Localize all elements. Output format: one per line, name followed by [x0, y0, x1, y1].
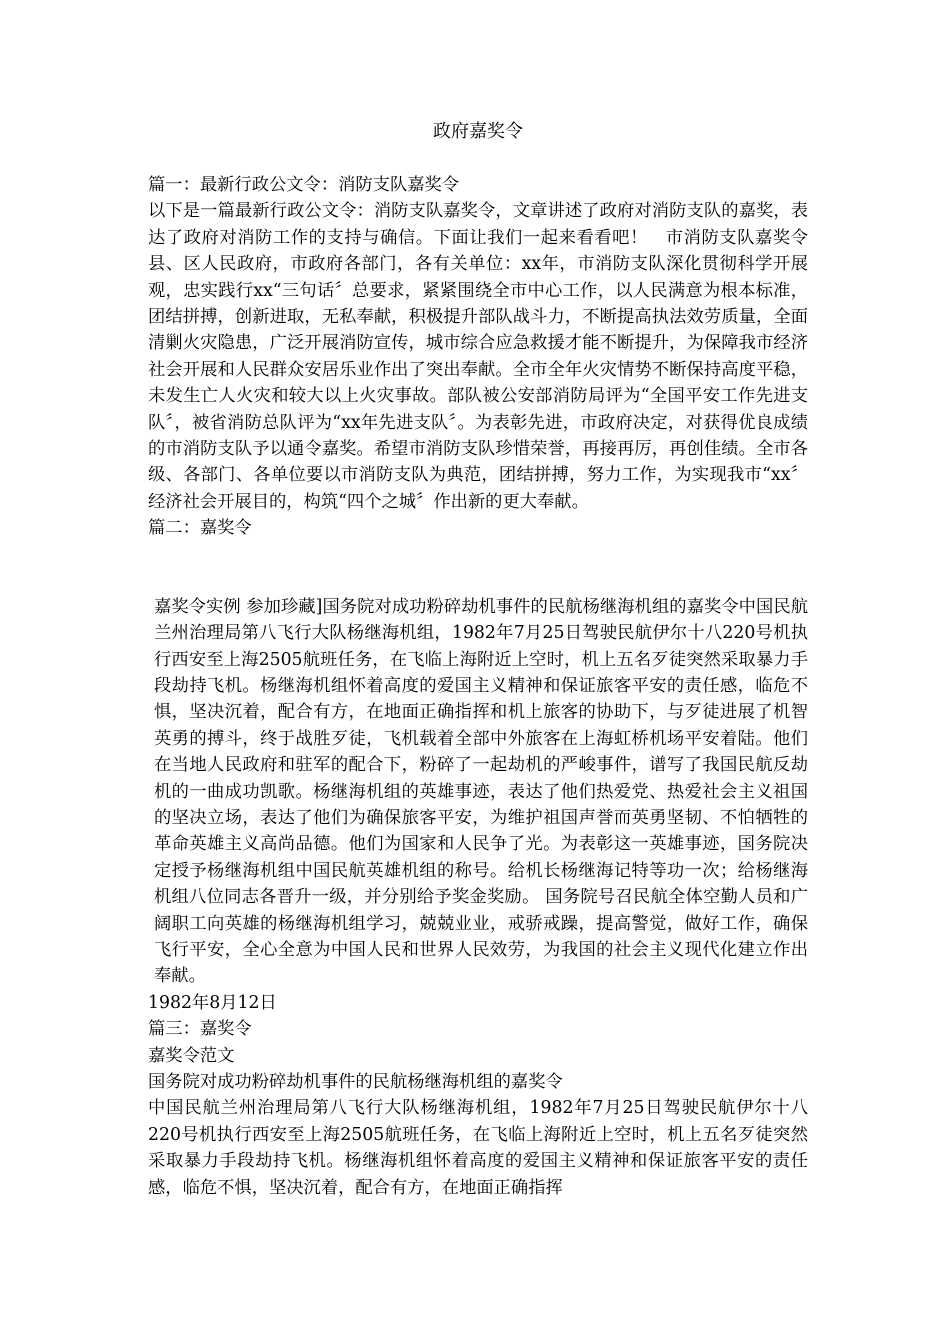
section3-title: 国务院对成功粉碎劫机事件的民航杨继海机组的嘉奖令: [148, 1072, 563, 1092]
blank-spacer: [148, 542, 808, 594]
section1-body: 以下是一篇最新行政公文令：消防支队嘉奖令，文章讲述了政府对消防支队的嘉奖，表达了政府对消防工作的支持与确信。下面让我们一起来看看吧！ 市消防支队嘉奖令县、区人民政府，市政府各部门，各有关单位：xx年，市消防支队深化贯彻科学开展观，忠实践行xx“三句话〞总要求，紧紧围绕全市中心工作，以人民满意为根本标准，团结拼搏，创新进取，无私奉献，积极提升部队战斗力，不断提高执法效劳质量，全面清剿火灾隐患，广泛开展消防宣传，城市综合应急救援才能不断提升，为保障我市经济社会开展和人民群众安居乐业作出了突出奉献。全市全年火灾情势不断保持高度平稳，未发生亡人火灾和较大以上火灾事故。部队被公安部消防局评为“全国平安工作先进支队〞，被省消防总队评为“xx年先进支队〞。为表彰先进，市政府决定，对获得优良成绩的市消防支队予以通令嘉奖。希望市消防支队珍惜荣誉，再接再厉，再创佳绩。全市各级、各部门、各单位要以市消防支队为典范，团结拼搏，努力工作，为实现我市“xx〞经济社会开展目的，构筑“四个之城〞作出新的更大奉献。: [148, 201, 808, 512]
document-body: [148, 172, 808, 1201]
section2-heading: 篇二：嘉奖令: [148, 518, 252, 539]
section2-body: 嘉奖令实例 参加珍藏]国务院对成功粉碎劫机事件的民航杨继海机组的嘉奖令中国民航兰州治理局第八飞行大队杨继海机组，1982年7月25日驾驶民航伊尔十八220号机执行西安至上海2505航班任务，在飞临上海附近上空时，机上五名歹徒突然采取暴力手段劫持飞机。杨继海机组怀着高度的爱国主义精神和保证旅客平安的责任感，临危不惧，坚决沉着，配合有方，在地面正确指挥和机上旅客的协助下，与歹徒进展了机智英勇的搏斗，终于战胜歹徒，飞机载着全部中外旅客在上海虹桥机场平安着陆。他们在当地人民政府和驻军的配合下，粉碎了一起劫机的严峻事件，谱写了我国民航反劫机的一曲成功凯歌。杨继海机组的英雄事迹，表达了他们热爱党、热爱社会主义祖国的坚决立场，表达了他们为确保旅客平安，为维护祖国声誉而英勇坚韧、不怕牺牲的革命英雄主义高尚品德。他们为国家和人民争了光。为表彰这一英雄事迹，国务院决定授予杨继海机组中国民航英雄机组的称号。给机长杨继海记特等功一次；给杨继海机组八位同志各晋升一级，并分别给予奖金奖励。 国务院号召民航全体空勤人员和广阔职工向英雄的杨继海机组学习，兢兢业业，戒骄戒躁，提高警觉，做好工作，确保飞行平安，全心全意为中国人民和世界人民效劳，为我国的社会主义现代化建立作出奉献。: [154, 596, 808, 987]
section2-date: 1982年8月12日: [148, 992, 277, 1013]
section3-subtitle: 嘉奖令范文: [148, 1045, 235, 1066]
section1-heading: 篇一：最新行政公文令：消防支队嘉奖令: [148, 175, 460, 195]
document-title: 政府嘉奖令: [433, 121, 523, 142]
section3-heading: 篇三：嘉奖令: [148, 1019, 252, 1040]
section3-body: 中国民航兰州治理局第八飞行大队杨继海机组，1982年7月25日驾驶民航伊尔十八220号机执行西安至上海2505航班任务，在飞临上海附近上空时，机上五名歹徒突然采取暴力手段劫持飞机。杨继海机组怀着高度的爱国主义精神和保证旅客平安的责任感，临危不惧，坚决沉着，配合有方，在地面正确指挥: [148, 1098, 808, 1198]
